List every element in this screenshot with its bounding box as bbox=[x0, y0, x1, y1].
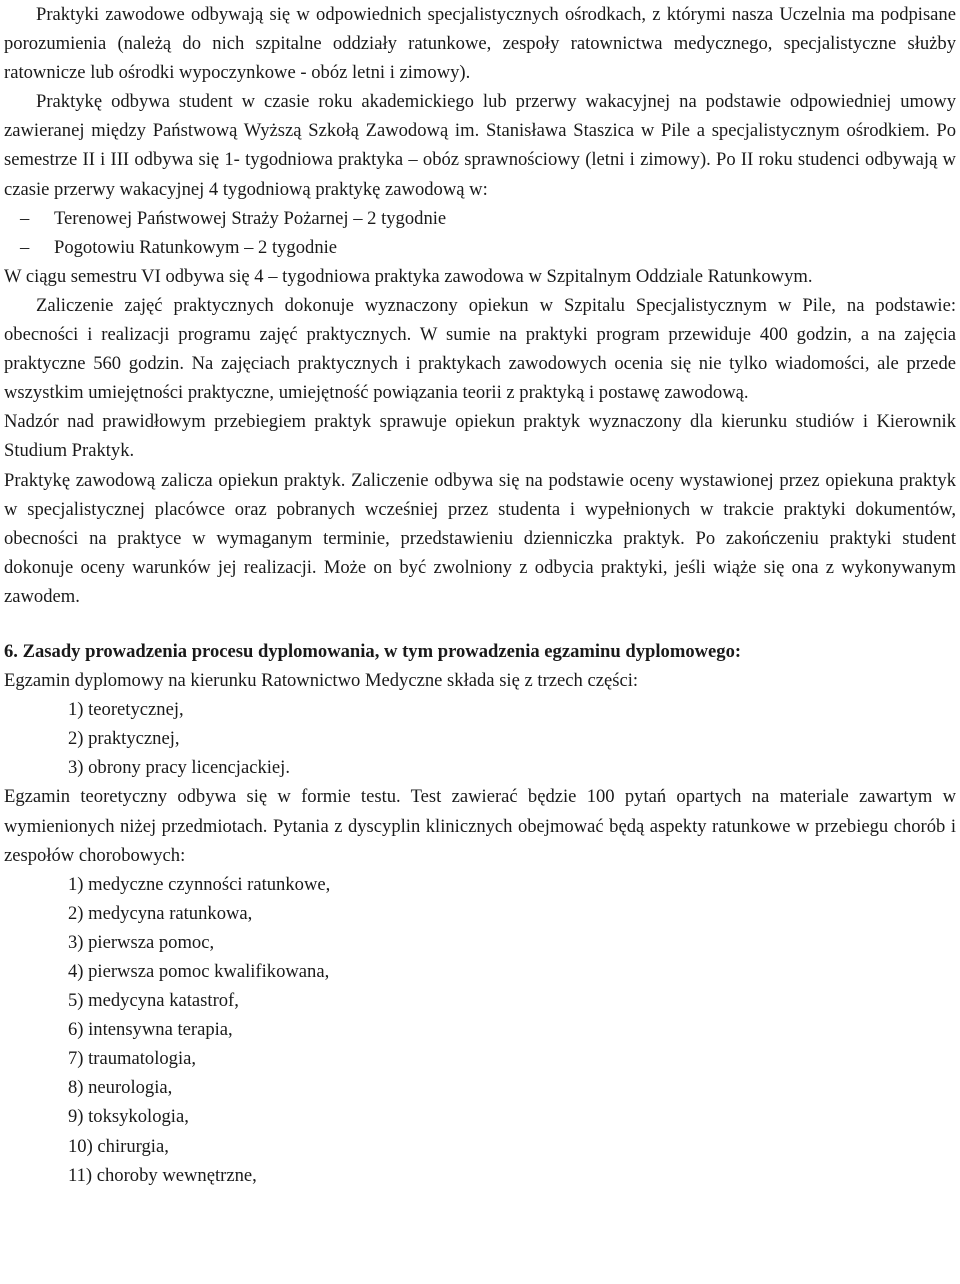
list-item: 2) medycyna ratunkowa, bbox=[68, 902, 253, 924]
list-item: 2) praktycznej, bbox=[68, 728, 180, 750]
list-item: 3) pierwsza pomoc, bbox=[68, 931, 215, 953]
list-item: 10) chirurgia, bbox=[68, 1135, 169, 1157]
paragraph-practice-schedule: Praktykę odbywa student w czasie roku akademickiego lub przerwy wakacyjnej na podstawie odpowiedniej umowy zawieranej między Państwową Wyższą Szkołą Zawodową im. Stanisława Staszica w Pile a specjalistycznym ośrodkiem. Po semestrze II i III odbywa się 1- tygodniowa praktyka – obóz sprawnościowy (letni i zimowy). Po II roku studenci odbywają w czasie przerwy wakacyjnej 4 tygodniową praktykę zawodową w: bbox=[4, 91, 956, 200]
list-item: 5) medycyna katastrof, bbox=[68, 990, 239, 1012]
list-item: – Pogotowiu Ratunkowym – 2 tygodnie bbox=[20, 233, 956, 262]
list-item: 7) traumatologia, bbox=[68, 1048, 197, 1070]
subjects-list bbox=[4, 870, 956, 1190]
list-item: – Terenowej Państwowej Straży Pożarnej – 2 tygodnie bbox=[20, 204, 956, 233]
paragraph-practice-locations: Praktyki zawodowe odbywają się w odpowiednich specjalistycznych ośrodkach, z którymi nasza Uczelnia ma podpisane porozumienia (należą do nich szpitalne oddziały ratunkowe, zespoły ratownictwa medycznego, specjalistyczne służby ratownicze lub ośrodki wypoczynkowe - obóz letni i zimowy). bbox=[4, 4, 956, 84]
paragraph-practice-credit: Praktykę zawodową zalicza opiekun praktyk. Zaliczenie odbywa się na podstawie oceny wystawionej przez opiekuna praktyk w specjalistycznej placówce oraz pobranych wcześniej przez studenta i wypełnionych w trakcie praktyki dokumentów, obecności na praktyce w wymaganym terminie, przedstawieniu dzienniczka praktyk. Po zakończeniu praktyki student dokonuje oceny warunków jej realizacji. Może on być zwolniony z odbycia praktyki, jeśli wiąże się ona z wykonywanym zawodem. bbox=[4, 469, 956, 607]
exam-parts-list bbox=[4, 695, 956, 782]
list-item: 11) choroby wewnętrzne, bbox=[68, 1164, 257, 1186]
list-item: 3) obrony pracy licencjackiej. bbox=[68, 757, 290, 779]
paragraph-theory-exam: Egzamin teoretyczny odbywa się w formie testu. Test zawierać będzie 100 pytań opartych na materiale zawartym w wymienionych niżej przedmiotach. Pytania z dyscyplin klinicznych obejmować będą aspekty ratunkowe w przebiegu chorób i zespołów chorobowych: bbox=[4, 786, 956, 866]
list-item: 9) toksykologia, bbox=[68, 1106, 189, 1128]
list-item: 4) pierwsza pomoc kwalifikowana, bbox=[68, 961, 330, 982]
paragraph-semester-vi: W ciągu semestru VI odbywa się 4 – tygodniowa praktyka zawodowa w Szpitalnym Oddziale Ratunkowym. bbox=[4, 265, 813, 287]
section-heading: 6. Zasady prowadzenia procesu dyplomowania, w tym prowadzenia egzaminu dyplomowego: bbox=[4, 640, 742, 662]
list-item: 6) intensywna terapia, bbox=[68, 1019, 233, 1041]
paragraph-exam-intro: Egzamin dyplomowy na kierunku Ratownictwo Medyczne składa się z trzech części: bbox=[4, 670, 639, 692]
paragraph-supervision: Nadzór nad prawidłowym przebiegiem praktyk sprawuje opiekun praktyk wyznaczony dla kierunku studiów i Kierownik Studium Praktyk. bbox=[4, 411, 956, 462]
list-item: 8) neurologia, bbox=[68, 1077, 173, 1099]
practice-places-list bbox=[4, 204, 956, 262]
spacer bbox=[4, 611, 956, 637]
list-item: 1) teoretycznej, bbox=[68, 699, 184, 721]
paragraph-crediting: Zaliczenie zajęć praktycznych dokonuje wyznaczony opiekun w Szpitalu Specjalistycznym w Pile, na podstawie: obecności i realizacji programu zajęć praktycznych. W sumie na praktyki program przewiduje 400 godzin, a na zajęcia praktyczne 560 godzin. Na zajęciach praktycznych i praktykach zawodowych ocenia się nie tylko wiadomości, ale przede wszystkim umiejętności praktyczne, umiejętność powiązania teorii z praktyką i postawę zawodową. bbox=[4, 294, 956, 404]
list-item: 1) medyczne czynności ratunkowe, bbox=[68, 873, 331, 895]
